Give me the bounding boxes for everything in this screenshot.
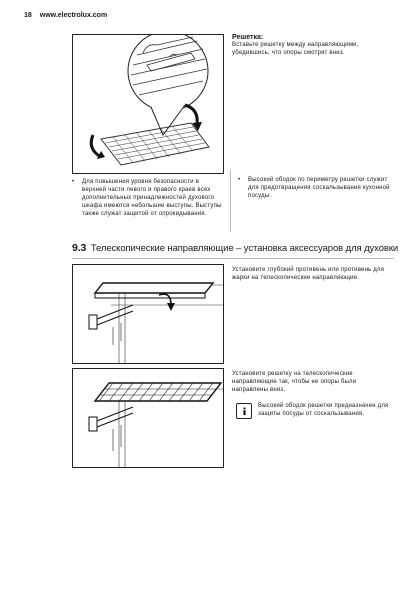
tray-runners-illustration [73,265,223,363]
page-header [24,12,107,19]
shelf-insertion-illustration [73,35,223,173]
info-note-text: Высокий ободок решетки предназначен для защиты посуды от соскальзывания. [258,403,389,417]
bullet-high-rim: • Высокий ободок по периметру решетки служит для предотвращения соскальзывания кухонной посуды. [238,176,394,200]
step2-text: Установите решетку на телескопические направляющие так, чтобы ее опоры были направлены вниз. [232,371,357,393]
rack-runners-illustration [73,369,223,467]
page-number: 18 [24,12,32,19]
note-title: Решетка: [232,34,264,41]
step1-text: Установите глубокий противень или противень для жарки на телескопические направляющие. [232,267,385,281]
column-divider [230,170,231,232]
note-text: Вставьте решетку между направляющими, убедившись, что опоры смотрят вниз. [232,42,359,56]
figure-tray-on-runners [72,264,224,364]
site-url: www.electrolux.com [39,12,108,19]
section-title: Телескопические направляющие – установка аксессуаров для духовки [90,243,399,254]
info-icon [236,403,252,419]
section-number: 9.3 [72,242,87,254]
figure-shelf-insertion [72,34,224,174]
section-rule [72,258,394,259]
section-heading [72,242,398,254]
bullet-safety-notches: • Для повышения уровня безопасности в верхней части левого и правого краев всех дополнительных принадлежностей духового шкафа имеются небольшие выступы. Выступы также служат защитой от опрокидывания. [72,178,222,218]
figure-rack-on-runners [72,368,224,468]
